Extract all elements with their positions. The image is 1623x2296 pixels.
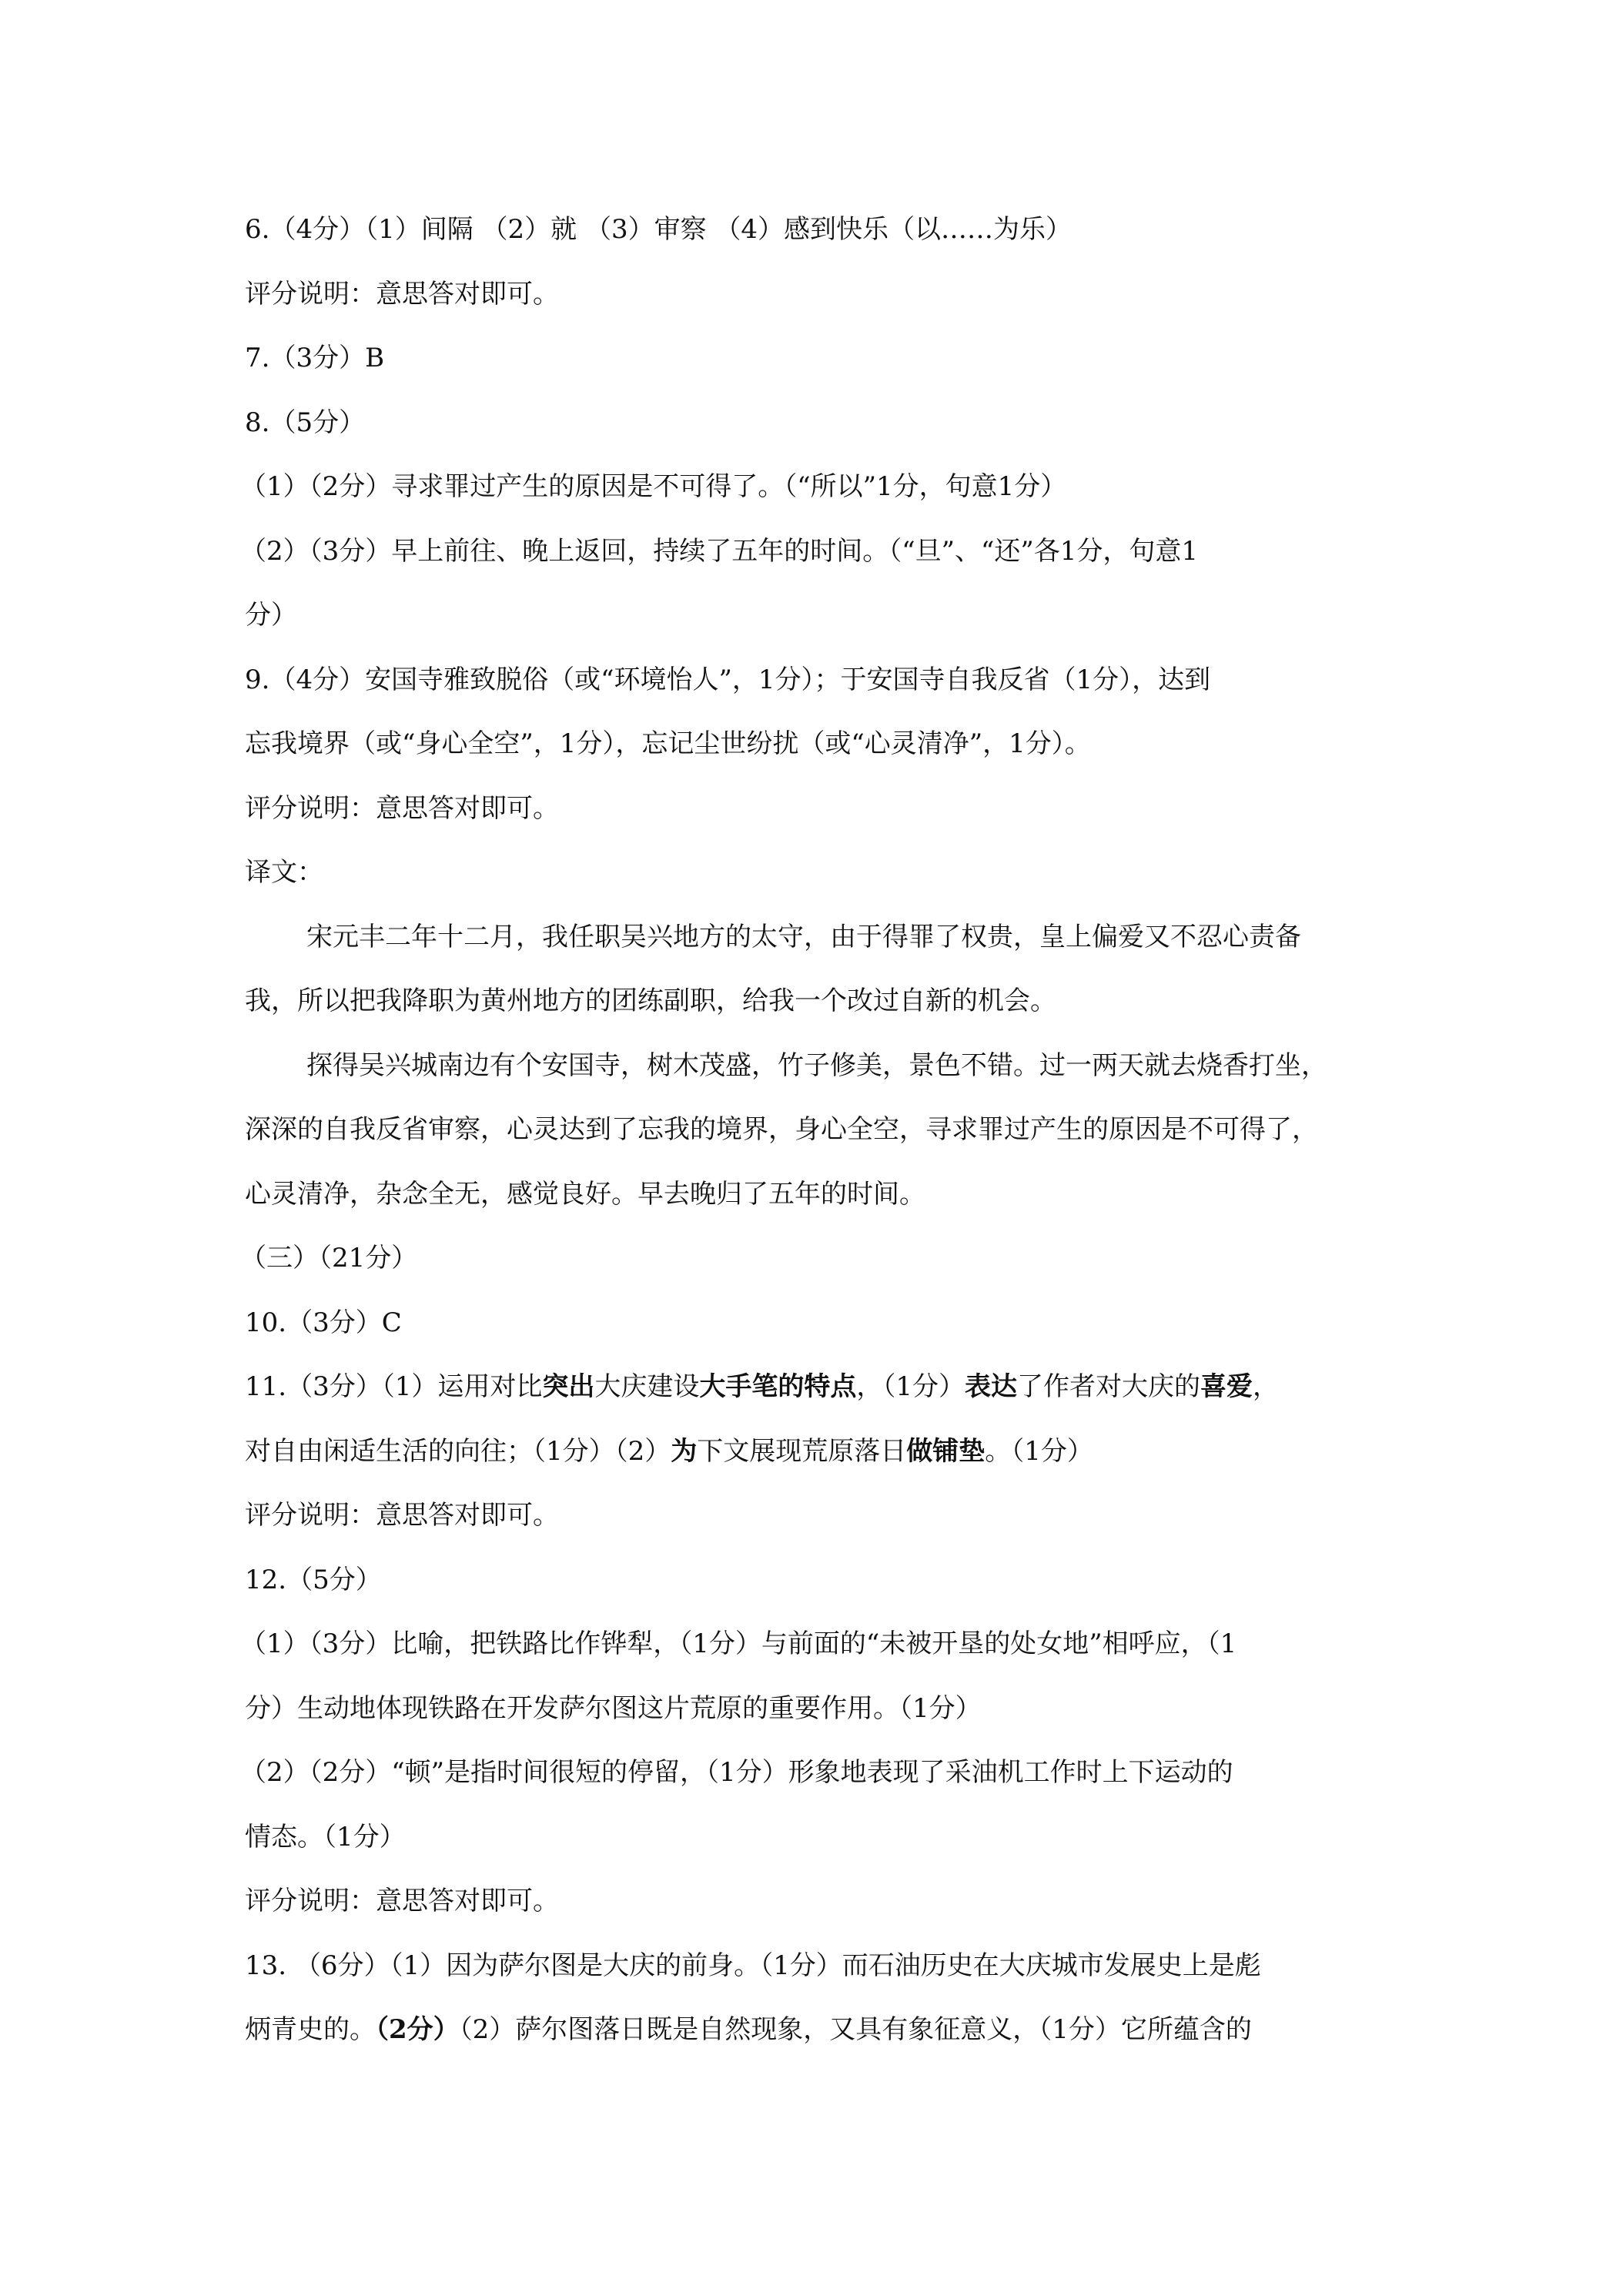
answer-13: 13. （6分）（1）因为萨尔图是大庆的前身。（1分）而石油历史在大庆城市发展史上是彪 — [245, 1950, 1261, 1981]
answer-11-keyword: 喜爱 — [1200, 1371, 1253, 1402]
answer-11 — [245, 1370, 1400, 1404]
answer-11-keyword: 为 — [671, 1436, 698, 1467]
answer-9: 9.（4分）安国寺雅致脱俗（或“环境怡人”，1分）；于安国寺自我反省（1分），达到 — [245, 664, 1211, 695]
translation-heading: 译文： — [245, 857, 323, 888]
answer-13-cont — [245, 2013, 1400, 2047]
answer-11-keyword: 表达 — [964, 1371, 1017, 1402]
translation-paragraph-1-cont: 我，所以把我降职为黄州地方的团练副职，给我一个改过自新的机会。 — [245, 986, 1056, 1016]
answer-11-text: 大庆建设 — [594, 1371, 700, 1402]
answer-12-part-2: （2）（2分）“顿”是指时间很短的停留，（1分）形象地表现了采油机工作时上下运动的 — [240, 1757, 1233, 1788]
answer-13-text: 炳青史的。 — [245, 2014, 376, 2045]
translation-paragraph-1: 宋元丰二年十二月，我任职吴兴地方的太守，由于得罪了权贵，皇上偏爱又不忍心责备 — [306, 922, 1301, 952]
answer-12-part-1: （1）（3分）比喻，把铁路比作铧犁，（1分）与前面的“未被开垦的处女地”相呼应，（1 — [240, 1628, 1237, 1659]
scoring-note: 评分说明：意思答对即可。 — [245, 1886, 559, 1916]
answer-13-score: （2分） — [376, 2014, 460, 2045]
scoring-note: 评分说明：意思答对即可。 — [245, 1500, 559, 1531]
answer-9-cont: 忘我境界（或“身心全空”，1分），忘记尘世纷扰（或“心灵清净”，1分）。 — [245, 728, 1091, 759]
answer-8-part-2: （2）（3分）早上前往、晚上返回，持续了五年的时间。（“旦”、“还”各1分，句意1 — [240, 536, 1199, 567]
translation-paragraph-2: 探得吴兴城南边有个安国寺，树木茂盛，竹子修美，景色不错。过一两天就去烧香打坐， — [306, 1050, 1327, 1081]
answer-11-text: 11.（3分）（1）运用对比 — [245, 1371, 543, 1402]
answer-11-text: 。（1分） — [985, 1436, 1093, 1467]
answer-11-text: 了作者对大庆的 — [1016, 1371, 1200, 1402]
answer-11-keyword: 突出 — [542, 1371, 595, 1402]
translation-paragraph-2-cont: 深深的自我反省审察，心灵达到了忘我的境界，身心全空，寻求罪过产生的原因是不可得了， — [245, 1114, 1318, 1145]
answer-12-part-1-cont: 分）生动地体现铁路在开发萨尔图这片荒原的重要作用。（1分） — [245, 1693, 982, 1724]
answer-8-part-2-cont: 分） — [245, 600, 297, 631]
scoring-note: 评分说明：意思答对即可。 — [245, 793, 559, 824]
answer-12-heading: 12.（5分） — [245, 1565, 382, 1595]
answer-8-heading: 8.（5分） — [245, 407, 366, 438]
answer-13-text: （2）萨尔图落日既是自然现象，又具有象征意义，（1分）它所蕴含的 — [459, 2014, 1252, 2045]
answer-6: 6.（4分）（1）间隔 （2）就 （3）审察 （4）感到快乐（以……为乐） — [245, 214, 1073, 245]
answer-11-text: 对自由闲适生活的向往；（1分）（2） — [245, 1436, 671, 1467]
answer-12-part-2-cont: 情态。（1分） — [245, 1822, 406, 1853]
answer-7: 7.（3分）B — [245, 343, 385, 373]
translation-paragraph-2-end: 心灵清净，杂念全无，感觉良好。早去晚归了五年的时间。 — [245, 1179, 925, 1210]
answer-11-text: 下文展现荒原落日 — [697, 1436, 907, 1467]
section-3-heading: （三）（21分） — [240, 1243, 418, 1274]
answer-11-keyword: 大手笔的特点 — [699, 1371, 857, 1402]
answer-10: 10.（3分）C — [245, 1307, 402, 1338]
answer-11-text: ， — [1252, 1371, 1279, 1402]
answer-8-part-1: （1）（2分）寻求罪过产生的原因是不可得了。（“所以”1分，句意1分） — [240, 471, 1067, 502]
answer-11-text: ，（1分） — [856, 1371, 965, 1402]
scoring-note: 评分说明：意思答对即可。 — [245, 279, 559, 310]
answer-11-cont — [245, 1434, 1400, 1468]
answer-11-keyword: 做铺垫 — [906, 1436, 986, 1467]
